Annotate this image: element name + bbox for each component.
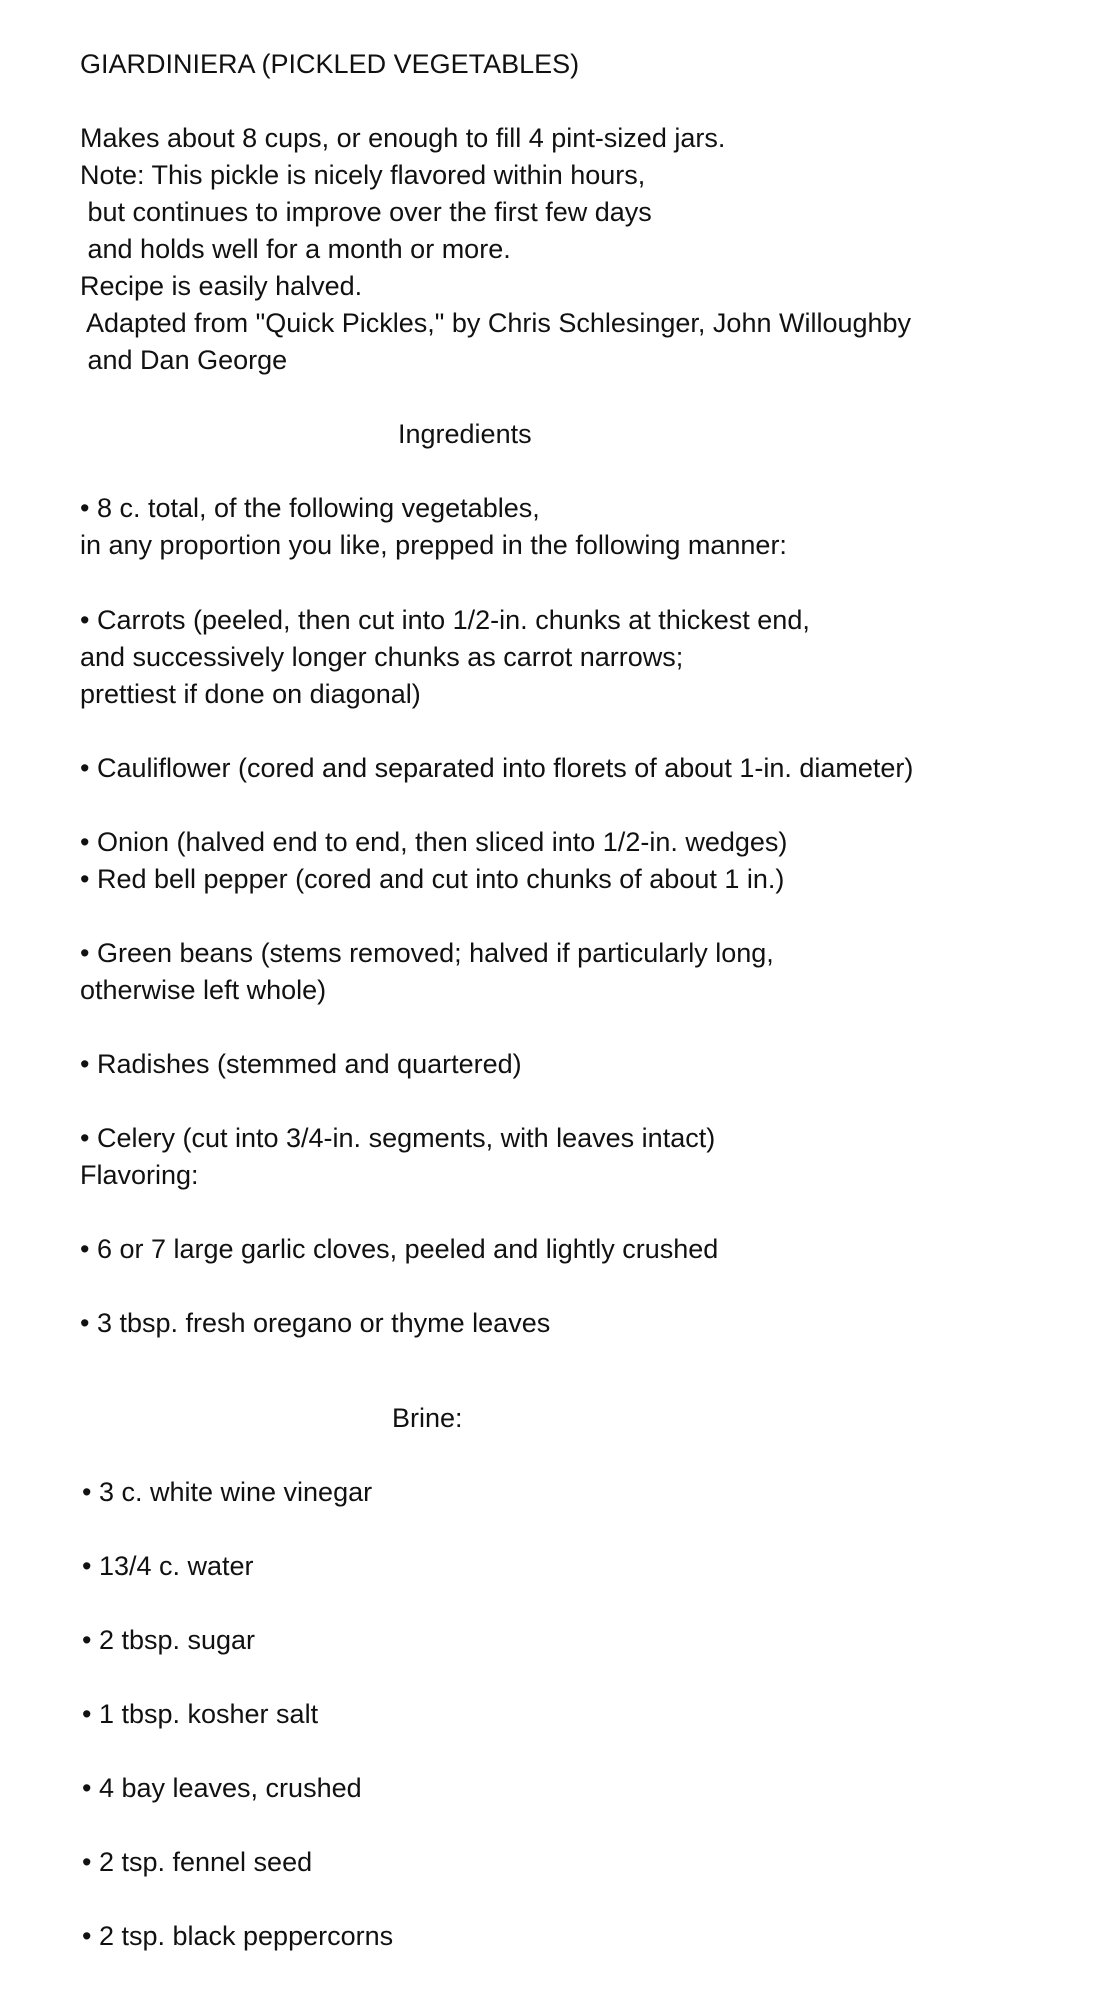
recipe-title: GIARDINIERA (PICKLED VEGETABLES) xyxy=(80,49,580,79)
ingredient-carrots-line-3: prettiest if done on diagonal) xyxy=(80,679,421,709)
ingredient-total-line-1: • 8 c. total, of the following vegetables, xyxy=(80,493,540,523)
ingredient-celery: • Celery (cut into 3/4-in. segments, with leaves intact) xyxy=(80,1123,716,1153)
ingredient-carrots-line-1: • Carrots (peeled, then cut into 1/2-in. chunks at thickest end, xyxy=(80,605,810,635)
ingredient-onion: • Onion (halved end to end, then sliced into 1/2-in. wedges) xyxy=(80,827,788,857)
brine-peppercorns: • 2 tsp. black peppercorns xyxy=(82,1921,394,1951)
source-line-2: and Dan George xyxy=(80,345,288,375)
note-line-2: but continues to improve over the first few days xyxy=(80,197,652,227)
ingredient-carrots-line-2: and successively longer chunks as carrot narrows; xyxy=(80,642,684,672)
yield-text: Makes about 8 cups, or enough to fill 4 pint-sized jars. xyxy=(80,123,726,153)
brine-heading: Brine: xyxy=(392,1403,463,1433)
source-line-1: Adapted from "Quick Pickles," by Chris Schlesinger, John Willoughby xyxy=(80,308,912,338)
ingredient-garlic: • 6 or 7 large garlic cloves, peeled and lightly crushed xyxy=(80,1234,719,1264)
note-line-3: and holds well for a month or more. xyxy=(80,234,511,264)
ingredient-red-pepper: • Red bell pepper (cored and cut into chunks of about 1 in.) xyxy=(80,864,785,894)
halved-text: Recipe is easily halved. xyxy=(80,271,363,301)
ingredient-green-beans-line-1: • Green beans (stems removed; halved if particularly long, xyxy=(80,938,774,968)
brine-water: • 13/4 c. water xyxy=(82,1551,254,1581)
ingredients-heading: Ingredients xyxy=(398,419,532,449)
ingredient-cauliflower: • Cauliflower (cored and separated into florets of about 1-in. diameter) xyxy=(80,753,914,783)
note-line-1: Note: This pickle is nicely flavored within hours, xyxy=(80,160,646,190)
brine-bay-leaves: • 4 bay leaves, crushed xyxy=(82,1773,362,1803)
ingredient-total-line-2: in any proportion you like, prepped in the following manner: xyxy=(80,530,787,560)
ingredient-herbs: • 3 tbsp. fresh oregano or thyme leaves xyxy=(80,1308,551,1338)
ingredient-radishes: • Radishes (stemmed and quartered) xyxy=(80,1049,522,1079)
brine-salt: • 1 tbsp. kosher salt xyxy=(82,1699,319,1729)
brine-vinegar: • 3 c. white wine vinegar xyxy=(82,1477,373,1507)
brine-sugar: • 2 tbsp. sugar xyxy=(82,1625,256,1655)
flavoring-label: Flavoring: xyxy=(80,1160,199,1190)
ingredient-green-beans-line-2: otherwise left whole) xyxy=(80,975,327,1005)
brine-fennel-seed: • 2 tsp. fennel seed xyxy=(82,1847,313,1877)
